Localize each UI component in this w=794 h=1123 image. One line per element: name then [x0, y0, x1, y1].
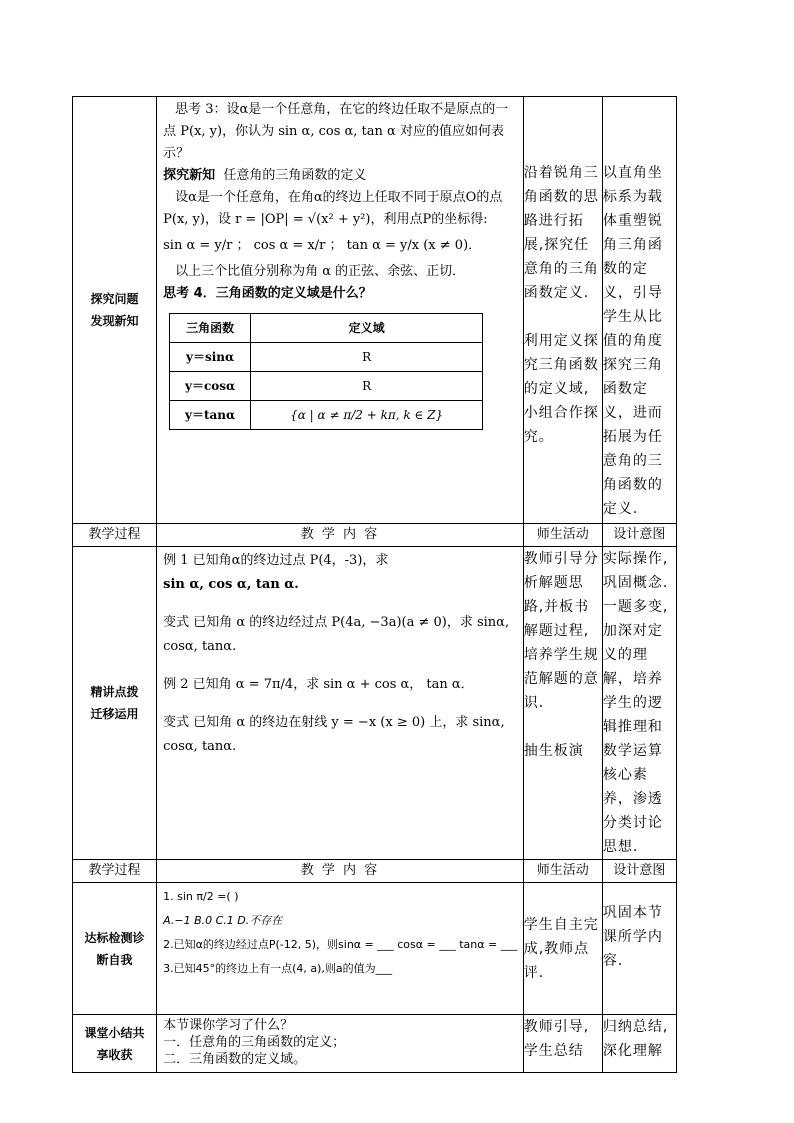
header-activity: 师生活动 [523, 524, 602, 547]
activity-text-2: 教师引导分析解题思路,并板书解题过程,培养学生规范解题的意识. 抽生板演 [523, 551, 599, 759]
formula-line: sin α = y/r ； cos α = x/r ； tan α = y/x (x ≠ 0)． [163, 238, 482, 253]
design-intent-2 [602, 547, 676, 860]
header-intent: 设计意图 [602, 524, 676, 547]
check-content [157, 883, 524, 1015]
domain-value-sin: R [251, 343, 483, 372]
header-content: 教 学 内 容 [157, 860, 524, 883]
summary-line-2: 一．任意角的三角函数的定义； [163, 1035, 346, 1050]
domain-value-tan: {α | α ≠ π/2 + kπ, k ∈ Z} [251, 401, 483, 430]
section-row-summary [73, 1015, 677, 1073]
summary-line-3: 二．三角函数的定义域。 [163, 1052, 307, 1067]
section-label-text: 精讲点拨 迁移运用 [90, 685, 139, 721]
teacher-activity-4 [523, 1015, 602, 1073]
example2-text: 例 2 已知角 α = 7π/4，求 sin α + cos α， tan α． [163, 677, 474, 692]
header-process: 教学过程 [73, 860, 157, 883]
header-process: 教学过程 [73, 524, 157, 547]
variant2-text: 变式 已知角 α 的终边在射线 y = −x (x ≥ 0) 上，求 sinα, cosα, tanα. [163, 715, 505, 754]
variant1-text: 变式 已知角 α 的终边经过点 P(4a, −3a)(a ≠ 0)，求 sinα, cosα, tanα. [163, 615, 510, 654]
definition-text: 设α是一个任意角，在角α的终边上任取不同于原点O的点 P(x, y)，设 r = |OP| = √(x² + y²)，利用点P的坐标得: [163, 190, 503, 227]
header-content: 教 学 内 容 [157, 524, 524, 547]
domain-value-cos: R [251, 372, 483, 401]
practice-content [157, 547, 524, 860]
header-intent: 设计意图 [602, 860, 676, 883]
intent-text-2: 实际操作,巩固概念.一题多变,加深对定义的理解，培养学生的逻辑推理和数学运算核心素养，渗透分类讨论思想. [602, 551, 669, 855]
lesson-plan-page [72, 96, 677, 1073]
intent-text-3: 巩固本节课所学内容. [602, 905, 663, 969]
section-label-check [73, 883, 157, 1015]
explore-subtitle: 任意角的三角函数的定义 [223, 168, 367, 183]
section-row-practice [73, 547, 677, 860]
domain-table-head-func: 三角函数 [170, 314, 251, 343]
teacher-activity-2 [523, 547, 602, 860]
domain-row-tan: y＝tanα [170, 401, 251, 430]
section-label-text: 探究问题 发现新知 [90, 292, 139, 328]
quiz-q1-options: A.−1 B.0 C.1 D.不存在 [163, 914, 283, 927]
header-row [73, 524, 677, 547]
example1-text: 例 1 已知角α的终边过点 P(4，-3)，求 [163, 553, 389, 568]
activity-text-3: 学生自主完成,教师点评. [523, 916, 599, 981]
activity-text-4: 教师引导,学生总结 [523, 1019, 590, 1059]
summary-content [157, 1015, 524, 1073]
section-label-practice [73, 547, 157, 860]
header-activity: 师生活动 [523, 860, 602, 883]
explore-content [157, 97, 524, 524]
domain-row-cos: y＝cosα [170, 372, 251, 401]
domain-table [169, 313, 483, 430]
explore-title: 探究新知 [163, 168, 216, 183]
intent-text-1: 以直角坐标系为载体重塑锐角三角函数的定义，引导学生从比值的角度探究三角函数定义，进而拓展为任意角的三角函数的定义. [602, 165, 663, 517]
design-intent-3 [602, 883, 676, 1015]
summary-line-1: 本节课你学习了什么？ [163, 1018, 294, 1033]
header-row [73, 860, 677, 883]
quiz-q1: 1. sin π/2 =( ) [163, 890, 239, 903]
think3-text: 思考 3：设α是一个任意角，在它的终边任取不是原点的一点 P(x, y)，你认为 sin α, cos α, tan α 对应的值应如何表示？ [163, 102, 509, 161]
section-row-explore [73, 97, 677, 524]
design-intent-4 [602, 1015, 676, 1073]
domain-row-sin: y＝sinα [170, 343, 251, 372]
section-label-explore [73, 97, 157, 524]
quiz-q3: 3.已知45°的终边上有一点(4, a),则a的值为___ [163, 962, 393, 975]
section-row-check [73, 883, 677, 1015]
teacher-activity-1 [523, 97, 602, 524]
quiz-q2: 2.已知α的终边经过点P(-12, 5)，则sinα = ___ cosα = ___ tanα = ___ [163, 938, 518, 951]
example1-ask: sin α, cos α, tan α. [163, 577, 299, 592]
section-label-text: 达标检测诊 断自我 [84, 930, 145, 967]
domain-table-head-domain: 定义域 [251, 314, 483, 343]
section-label-text: 课堂小结共 享收获 [84, 1025, 145, 1062]
definition-summary: 以上三个比值分别称为角 α 的正弦、余弦、正切． [175, 264, 466, 279]
teacher-activity-3 [523, 883, 602, 1015]
activity-text-1: 沿着锐角三角函数的思路进行拓展,探究任意角的三角函数定义. 利用定义探究三角函数的定义域,小组合作探究。 [523, 165, 599, 445]
design-intent-1 [602, 97, 676, 524]
think4-text: 思考 4．三角函数的定义域是什么？ [163, 286, 372, 301]
lesson-plan-table [72, 96, 677, 1073]
section-label-summary [73, 1015, 157, 1073]
intent-text-4: 归纳总结,深化理解 [602, 1019, 669, 1059]
